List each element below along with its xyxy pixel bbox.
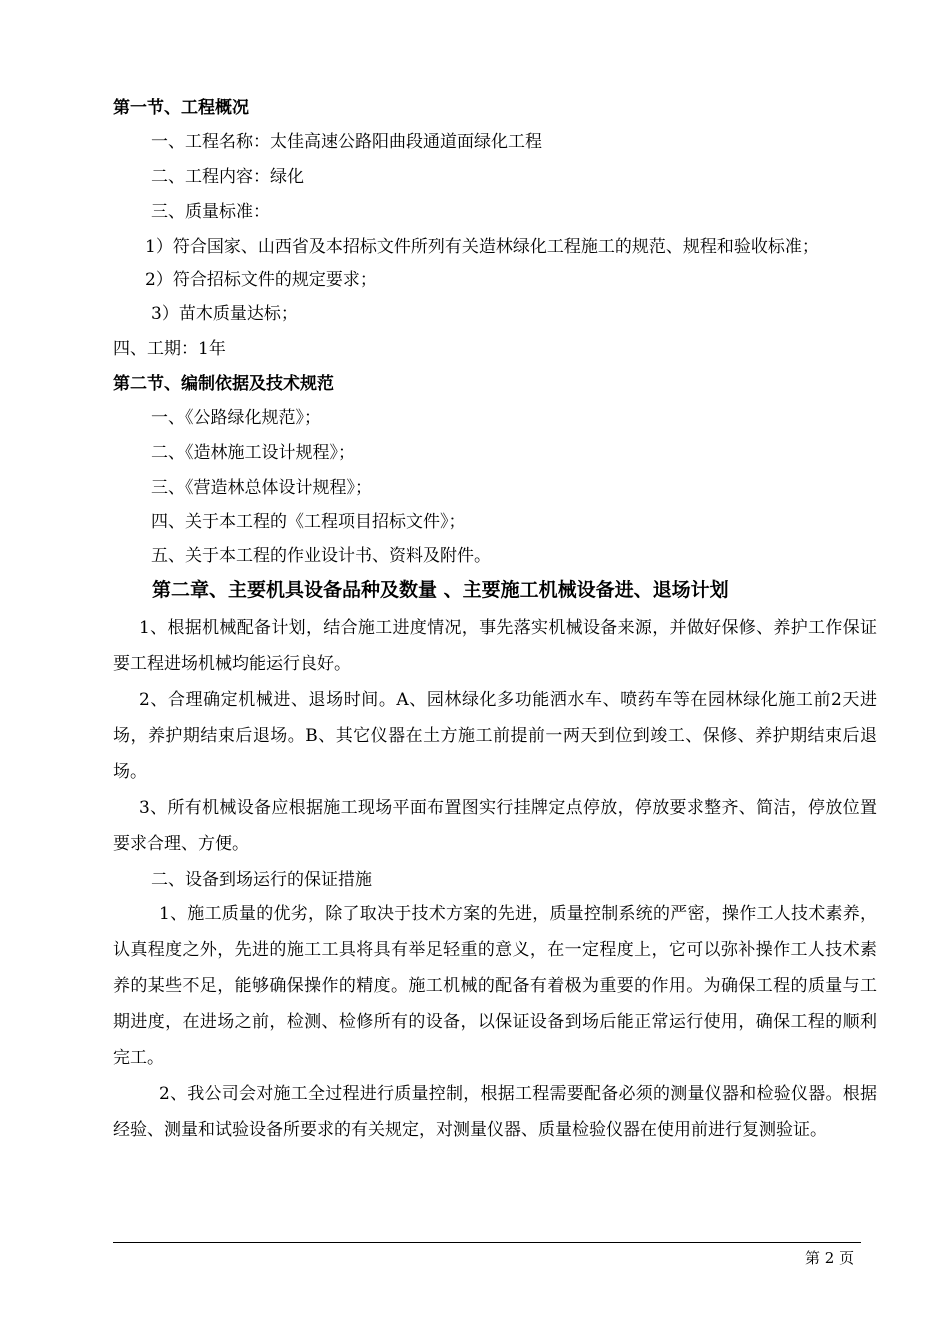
chapter-title: 第二章、主要机具设备品种及数量 、主要施工机械设备进、退场计划	[152, 579, 729, 601]
quality-item-1: 1）符合国家、山西省及本招标文件所列有关造林绿化工程施工的规范、规程和验收标准；	[145, 237, 819, 257]
quality-item-3: 3）苗木质量达标；	[151, 304, 298, 324]
project-name: 一、工程名称：太佳高速公路阳曲段通道面绿化工程	[151, 132, 542, 152]
footer-divider	[113, 1242, 861, 1243]
section1-heading: 第一节、工程概况	[113, 98, 249, 118]
basis-item-5: 五、关于本工程的作业设计书、资料及附件。	[151, 546, 491, 566]
paragraph-2: 2、合理确定机械进、退场时间。A、园林绿化多功能洒水车、喷药车等在园林绿化施工前2天进场，养护期结束后退场。B、其它仪器在土方施工前提前一两天到位到竣工、保修、养护期结束后退场。	[113, 690, 877, 782]
paragraph-4: 1、施工质量的优劣，除了取决于技术方案的先进，质量控制系统的严密，操作工人技术素养，认真程度之外，先进的施工工具将具有举足轻重的意义，在一定程度上，它可以弥补操作工人技术素养的某些不足，能够确保操作的精度。施工机械的配备有着极为重要的作用。为确保工程的质量与工期进度，在进场之前，检测、检修所有的设备，以保证设备到场后能正常运行使用，确保工程的顺利完工。	[113, 904, 877, 1068]
paragraph-1: 1、根据机械配备计划，结合施工进度情况，事先落实机械设备来源，并做好保修、养护工作保证要工程进场机械均能运行良好。	[113, 618, 877, 674]
project-period: 四、工期：1年	[113, 339, 226, 359]
paragraph-3: 3、所有机械设备应根据施工现场平面布置图实行挂牌定点停放，停放要求整齐、简洁，停放位置要求合理、方便。	[113, 798, 877, 854]
quality-standard-label: 三、质量标准：	[151, 202, 270, 222]
project-content: 二、工程内容：绿化	[151, 167, 304, 187]
basis-item-1: 一、《公路绿化规范》；	[151, 408, 321, 428]
quality-item-2: 2）符合招标文件的规定要求；	[145, 270, 377, 290]
basis-item-3: 三、《营造林总体设计规程》；	[151, 478, 372, 498]
section2-heading: 第二节、编制依据及技术规范	[113, 374, 334, 394]
paragraph-5: 2、我公司会对施工全过程进行质量控制，根据工程需要配备必须的测量仪器和检验仪器。根据经验、测量和试验设备所要求的有关规定，对测量仪器、质量检验仪器在使用前进行复测验证。	[113, 1084, 877, 1140]
page-number: 第 2 页	[805, 1249, 855, 1267]
basis-item-4: 四、关于本工程的《工程项目招标文件》；	[151, 512, 466, 532]
basis-item-2: 二、《造林施工设计规程》；	[151, 443, 355, 463]
subheading-guarantee: 二、设备到场运行的保证措施	[151, 870, 372, 890]
